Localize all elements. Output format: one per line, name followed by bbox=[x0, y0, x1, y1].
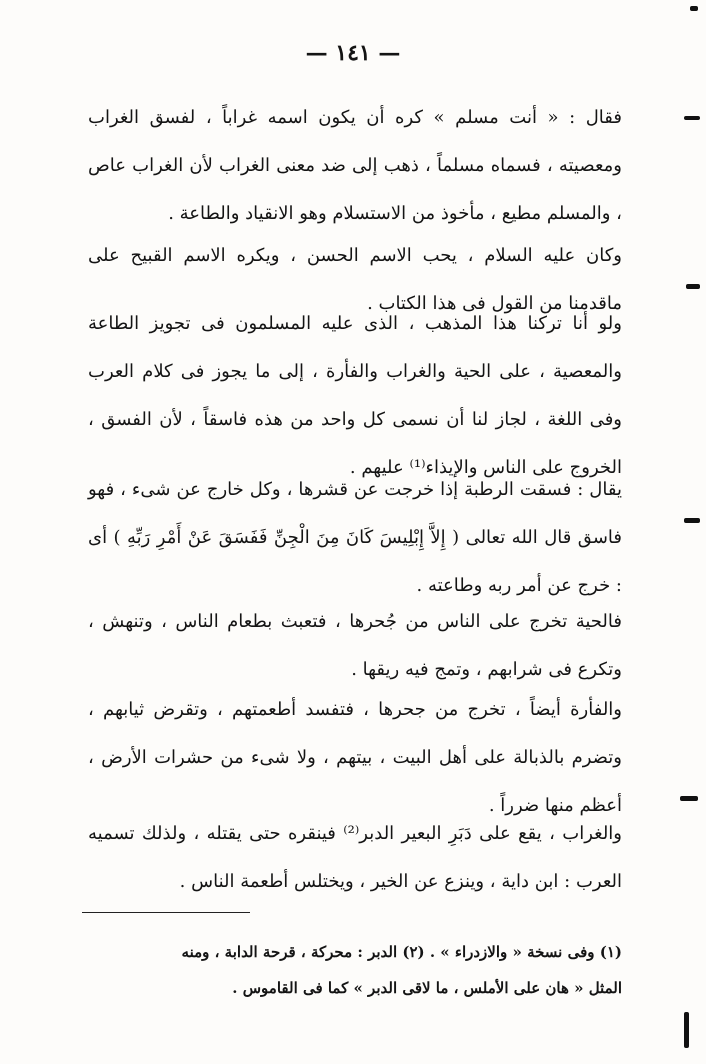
footnote-line: المثل « هان على الأملس ، ما لاقى الدبر » كما فى القاموس . bbox=[232, 979, 622, 997]
scan-mark bbox=[680, 796, 698, 801]
paragraph bbox=[88, 94, 622, 238]
paragraph bbox=[88, 810, 622, 906]
paragraph-text: ولو أنا تركنا هذا المذهب ، الذى عليه المسلمون فى تجويز الطاعة والمعصية ، على الحية والغراب والفأرة ، إلى ما يجوز فى كلام العرب وفى اللغة ، لجاز لنا أن نسمى كل واحد من هذه فاسقاً ، لأن الفسق ، الخروج على الناس والإيذاء⁽¹⁾ عليهم . bbox=[88, 313, 622, 478]
paragraph-text: فقال : « أنت مسلم » كره أن يكون اسمه غراباً ، لفسق الغراب ومعصيته ، فسماه مسلماً ، ذهب إلى ضد معنى الغراب لأن الغراب عاص ، والمسلم مطيع ، مأخوذ من الاستسلام وهو الانقياد والطاعة . bbox=[88, 107, 622, 224]
paragraph-text: يقال : فسقت الرطبة إذا خرجت عن قشرها ، وكل خارج عن شىء ، فهو فاسق قال الله تعالى ( إِلاَّ إِبْلِيسَ كَانَ مِنَ الْجِنِّ فَفَسَقَ عَنْ أَمْرِ رَبِّهِ ) أى : خرج عن أمر ربه وطاعته . bbox=[88, 479, 622, 596]
paragraph bbox=[88, 686, 622, 830]
paragraph-text: والفأرة أيضاً ، تخرج من جحرها ، فتفسد أطعمتهم ، وتقرض ثيابهم ، وتضرم بالذبالة على أهل البيت ، بيتهم ، ولا شىء من حشرات الأرض ، أعظم منها ضرراً . bbox=[88, 699, 622, 816]
scan-mark bbox=[684, 116, 700, 120]
scan-mark bbox=[684, 1012, 689, 1048]
paragraph-text: وكان عليه السلام ، يحب الاسم الحسن ، ويكره الاسم القبيح على ماقدمنا من القول فى هذا الكتاب . bbox=[88, 245, 622, 314]
page-number: — ١٤١ — bbox=[305, 40, 401, 66]
scan-mark bbox=[690, 6, 698, 11]
paragraph-text: فالحية تخرج على الناس من جُحرها ، فتعبث بطعام الناس ، وتنهش ، وتكرع فى شرابهم ، وتمج فيه ريقها . bbox=[88, 611, 622, 680]
footnotes bbox=[88, 934, 622, 1006]
paragraph bbox=[88, 466, 622, 610]
scan-mark bbox=[686, 284, 700, 289]
footnote-line: (١) وفى نسخة « والازدراء » . (٢) الدبر : محركة ، قرحة الدابة ، ومنه bbox=[181, 943, 622, 961]
paragraph bbox=[88, 598, 622, 694]
footnote-separator bbox=[82, 912, 250, 913]
paragraph bbox=[88, 300, 622, 492]
paragraph-text: والغراب ، يقع على دَبَرِ البعير الدبر⁽²⁾ فينقره حتى يقتله ، ولذلك تسميه العرب : ابن داية ، وينزع عن الخير ، ويختلس أطعمة الناس . bbox=[88, 823, 622, 892]
scan-mark bbox=[684, 518, 700, 523]
